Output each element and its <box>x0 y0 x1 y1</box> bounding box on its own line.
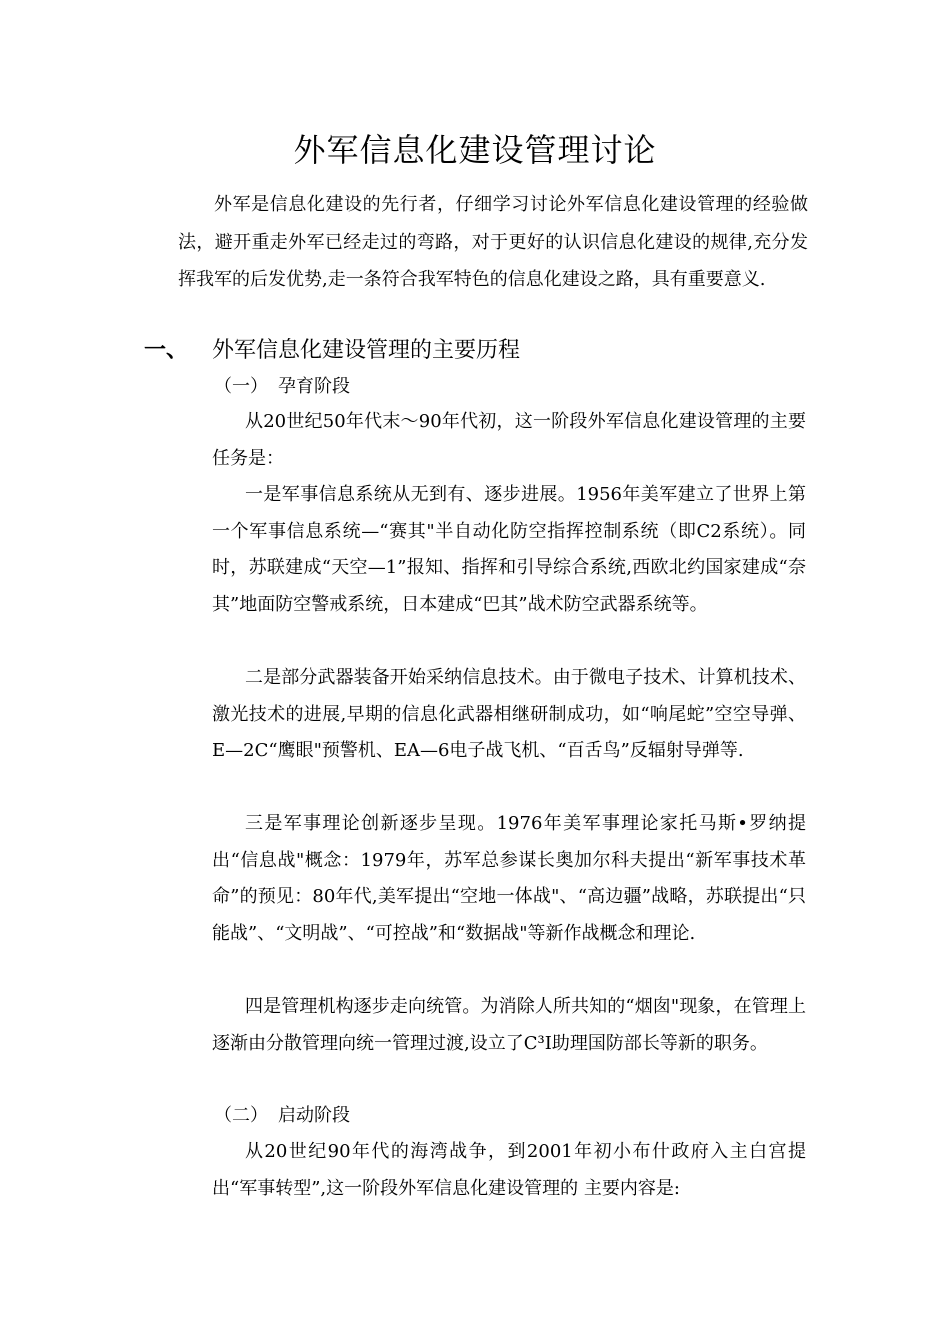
subsection-heading-stage2 <box>214 1101 350 1131</box>
stage1-paragraph-2: 一是军事信息系统从无到有、逐步进展。1956年美军建立了世界上第一个军事信息系统—“赛其"半自动化防空指挥控制系统（即C2系统）。同时，苏联建成“天空—1”报知、指挥和引导综合系统,西欧北约国家建成“奈其”地面防空警戒系统，日本建成“巴其”战术防空武器系统等。 <box>212 484 806 615</box>
stage1-paragraph-1: 从20世纪50年代末～90年代初，这一阶段外军信息化建设管理的主要任务是： <box>212 411 806 469</box>
stage1-paragraph-5: 四是管理机构逐步走向统管。为消除人所共知的“烟囱"现象，在管理上逐渐由分散管理向统一管理过渡,设立了C³I助理国防部长等新的职务。 <box>212 996 806 1054</box>
section-title: 外军信息化建设管理的主要历程 <box>212 338 521 363</box>
document-title: 外军信息化建设管理讨论 <box>293 131 657 169</box>
intro-paragraph: 外军是信息化建设的先行者，仔细学习讨论外军信息化建设管理的经验做法，避开重走外军已经走过的弯路，对于更好的认识信息化建设的规律,充分发挥我军的后发优势,走一条符合我军特色的信息化建设之路，具有重要意义. <box>178 194 808 290</box>
section-heading <box>144 334 844 368</box>
stage2-paragraph-1: 从20世纪90年代的海湾战争，到2001年初小布什政府入主白宫提出“军事转型”,这一阶段外军信息化建设管理的 主要内容是: <box>212 1141 806 1199</box>
subsection-heading-stage1 <box>214 372 350 402</box>
subsection-number: （一） <box>214 376 268 397</box>
stage1-paragraph-3: 二是部分武器装备开始采纳信息技术。由于微电子技术、计算机技术、激光技术的进展,早期的信息化武器相继研制成功，如“响尾蛇”空空导弹、E—2C“鹰眼"预警机、EA—6电子战飞机、“百舌鸟”反辐射导弹等. <box>212 667 806 761</box>
subsection-number: （二） <box>214 1105 268 1126</box>
subsection-title: 启动阶段 <box>278 1105 350 1126</box>
stage1-paragraph-4: 三是军事理论创新逐步呈现。1976年美军事理论家托马斯•罗纳提出“信息战"概念：1979年，苏军总参谋长奥加尔科夫提出“新军事技术革命”的预见：80年代,美军提出“空地一体战"、“高边疆”战略，苏联提出“只能战”、“文明战”、“可控战”和“数据战"等新作战概念和理论. <box>212 813 806 944</box>
subsection-title: 孕育阶段 <box>278 376 350 397</box>
section-number: 一、 <box>144 338 189 363</box>
